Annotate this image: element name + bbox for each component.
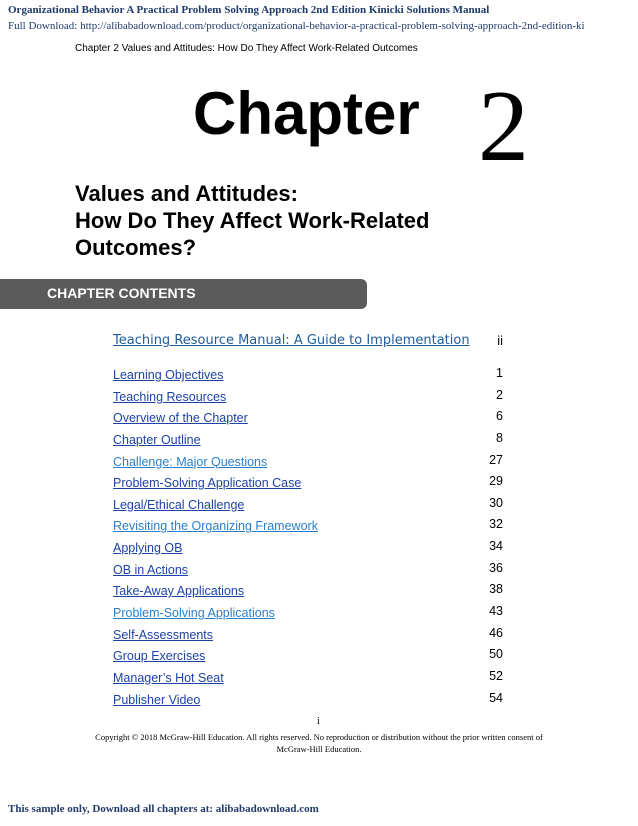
chapter-title <box>75 180 429 261</box>
toc-item <box>113 388 503 410</box>
toc-guide-row <box>113 333 503 351</box>
toc-guide-page: ii <box>497 333 503 348</box>
toc-link[interactable]: Revisiting the Organizing Framework <box>113 519 318 534</box>
toc-link[interactable]: Teaching Resources <box>113 389 227 404</box>
running-header: Chapter 2 Values and Attitudes: How Do They Affect Work-Related Outcomes <box>75 43 418 54</box>
toc-page: 36 <box>489 560 503 575</box>
toc-page: 27 <box>489 452 503 467</box>
toc-link[interactable]: OB in Actions <box>113 562 189 577</box>
copyright-notice: Copyright © 2018 McGraw-Hill Education. All rights reserved. No reproduction or distribution without the prior written consent of McGraw-Hill Education. <box>95 732 543 754</box>
chapter-word: Chapter <box>193 80 420 147</box>
download-banner-title: Organizational Behavior A Practical Problem Solving Approach 2nd Edition Kinicki Solutions Manual <box>8 4 490 16</box>
toc-item <box>113 539 503 561</box>
toc-item <box>113 691 503 713</box>
toc-item <box>113 582 503 604</box>
toc-item <box>113 409 503 431</box>
toc-item <box>113 431 503 453</box>
toc-page: 34 <box>489 539 503 554</box>
contents-heading: CHAPTER CONTENTS <box>47 285 196 301</box>
toc-page: 32 <box>489 517 503 532</box>
toc-item <box>113 453 503 475</box>
toc-page: 50 <box>489 647 503 662</box>
toc-link[interactable]: Take-Away Applications <box>113 584 245 599</box>
toc-item <box>113 366 503 388</box>
toc-page: 43 <box>489 604 503 619</box>
toc-item <box>113 496 503 518</box>
toc-link[interactable]: Self-Assessments <box>113 627 214 642</box>
toc-item <box>113 604 503 626</box>
toc-page: 29 <box>489 474 503 489</box>
toc-page: 46 <box>489 625 503 640</box>
toc-item <box>113 669 503 691</box>
chapter-title-line: Values and Attitudes: <box>75 181 298 206</box>
toc-page: 2 <box>496 387 503 402</box>
chapter-title-line: Outcomes? <box>75 235 197 260</box>
toc-link[interactable]: Manager’s Hot Seat <box>113 670 224 685</box>
toc-link[interactable]: Overview of the Chapter <box>113 411 248 426</box>
toc-link[interactable]: Chapter Outline <box>113 432 201 447</box>
toc-page: 54 <box>489 690 503 705</box>
download-banner-link[interactable]: Full Download: http://alibabadownload.com/product/organizational-behavior-a-practical-problem-solving-approach-2nd-edition-ki <box>8 20 585 32</box>
toc-link[interactable]: Problem-Solving Application Case <box>113 476 302 491</box>
toc-link[interactable]: Challenge: Major Questions <box>113 454 268 469</box>
toc-page: 1 <box>496 366 503 380</box>
chapter-number: 2 <box>478 70 529 183</box>
toc-item <box>113 647 503 669</box>
toc-page: 38 <box>489 582 503 597</box>
toc-link[interactable]: Group Exercises <box>113 649 206 664</box>
toc-link[interactable]: Legal/Ethical Challenge <box>113 497 245 512</box>
toc-item <box>113 474 503 496</box>
toc-link[interactable]: Learning Objectives <box>113 368 224 382</box>
toc-guide-link[interactable]: Teaching Resource Manual: A Guide to Implementation <box>113 333 470 348</box>
table-of-contents <box>113 366 503 712</box>
toc-item <box>113 626 503 648</box>
page-number: i <box>317 716 320 727</box>
toc-item <box>113 517 503 539</box>
toc-item <box>113 561 503 583</box>
toc-page: 6 <box>496 409 503 424</box>
chapter-title-line: How Do They Affect Work-Related <box>75 208 430 233</box>
toc-page: 8 <box>496 430 503 445</box>
toc-link[interactable]: Problem-Solving Applications <box>113 606 275 621</box>
toc-page: 30 <box>489 495 503 510</box>
toc-link[interactable]: Applying OB <box>113 541 183 556</box>
toc-page: 52 <box>489 668 503 683</box>
download-footer-banner[interactable]: This sample only, Download all chapters at: alibabadownload.com <box>8 803 319 815</box>
toc-link[interactable]: Publisher Video <box>113 692 201 707</box>
